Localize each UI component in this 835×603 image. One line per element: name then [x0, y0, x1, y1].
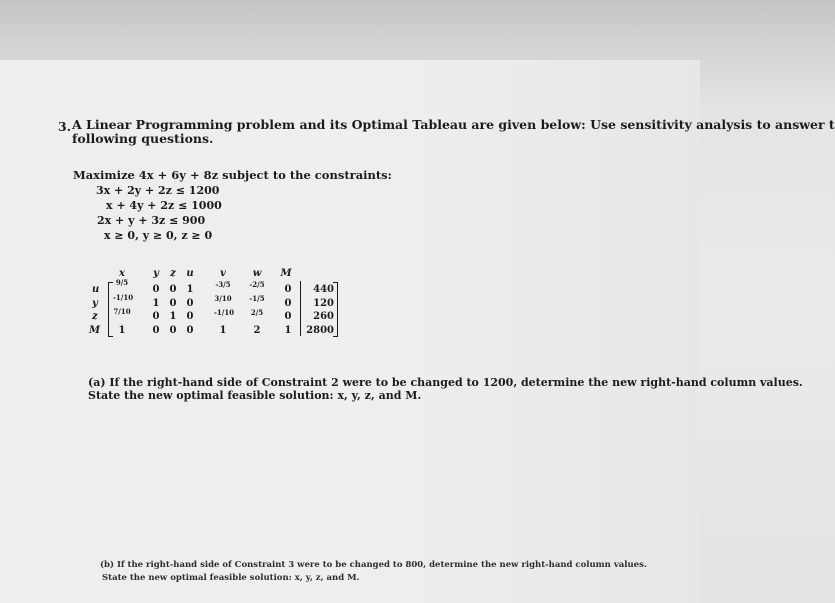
question-a-line-2: State the new optimal feasible solution: x, y, z, and M.	[88, 389, 422, 402]
tableau-cell: -2/5	[249, 280, 265, 289]
tableau-header-w: w	[252, 268, 262, 279]
tableau-cell: 0	[152, 284, 160, 295]
constraint-3: 2x + y + 3z ≤ 900	[97, 214, 206, 227]
tableau-cell: 7/10	[113, 307, 131, 316]
tableau-cell: 0	[169, 284, 177, 295]
tableau-cell: 0	[186, 311, 194, 322]
tableau-row-label-u: u	[92, 284, 100, 295]
tableau-cell: -1/5	[249, 294, 265, 303]
tableau-cell: 1	[284, 325, 292, 336]
constraint-2: x + 4y + 2z ≤ 1000	[106, 199, 222, 212]
tableau-cell: 3/10	[214, 294, 232, 303]
problem-number: 3.	[58, 119, 72, 134]
problem-text-line-1: A Linear Programming problem and its Optimal Tableau are given below: Use sensitivity analysis to answer t	[72, 117, 835, 132]
constraint-1: 3x + 2y + 2z ≤ 1200	[96, 184, 220, 197]
objective-function: Maximize 4x + 6y + 8z subject to the constraints:	[73, 168, 392, 182]
tableau-cell: 0	[169, 325, 177, 336]
tableau-cell: -1/10	[113, 293, 134, 302]
question-b-line-2: State the new optimal feasible solution: x, y, z, and M.	[102, 573, 360, 583]
tableau-rhs-value: 260	[313, 311, 334, 322]
tableau-rhs-value: 440	[313, 284, 334, 295]
tableau-cell: 0	[186, 325, 194, 336]
tableau-rhs-value: 120	[313, 298, 334, 309]
tableau-cell: -3/5	[215, 280, 231, 289]
tableau-cell: 0	[186, 298, 194, 309]
question-a-line-1: (a) If the right-hand side of Constraint 2 were to be changed to 1200, determine the new right-hand column values.	[88, 376, 803, 389]
tableau-cell: 2/5	[250, 308, 264, 317]
tableau-cell: 1	[169, 311, 177, 322]
tableau-cell: 0	[284, 298, 292, 309]
tableau-cell: 0	[284, 311, 292, 322]
tableau-cell: 9/5	[115, 278, 129, 287]
tableau-header-v: v	[220, 268, 226, 279]
question-b-line-1: (b) If the right-hand side of Constraint 3 were to be changed to 800, determine the new right-hand column values.	[100, 560, 647, 570]
problem-text-line-2: following questions.	[72, 131, 214, 146]
tableau-header-z: z	[170, 268, 176, 279]
tableau-cell: 1	[186, 284, 194, 295]
tableau-cell: 2	[253, 325, 261, 336]
tableau-row-label-z: z	[92, 311, 98, 322]
tableau-header-u: u	[186, 268, 194, 279]
tableau-header-y: y	[153, 268, 159, 279]
tableau-row-label-M: M	[89, 325, 101, 336]
tableau-rhs-value: 2800	[306, 325, 334, 336]
tableau-row-label-y: y	[92, 298, 98, 309]
tableau-cell: 0	[169, 298, 177, 309]
tableau-cell: 0	[152, 325, 160, 336]
tableau-cell: 0	[152, 311, 160, 322]
tableau-cell: 0	[284, 284, 292, 295]
tableau-cell: 1	[219, 325, 227, 336]
tableau-right-bracket	[333, 282, 338, 337]
tableau-cell: -1/10	[214, 308, 235, 317]
nonnegativity-constraint: x ≥ 0, y ≥ 0, z ≥ 0	[104, 229, 213, 242]
tableau-header-M: M	[280, 268, 292, 279]
tableau-header-x: x	[119, 268, 125, 279]
tableau-cell: 1	[152, 298, 160, 309]
tableau-cell: 1	[118, 325, 126, 336]
